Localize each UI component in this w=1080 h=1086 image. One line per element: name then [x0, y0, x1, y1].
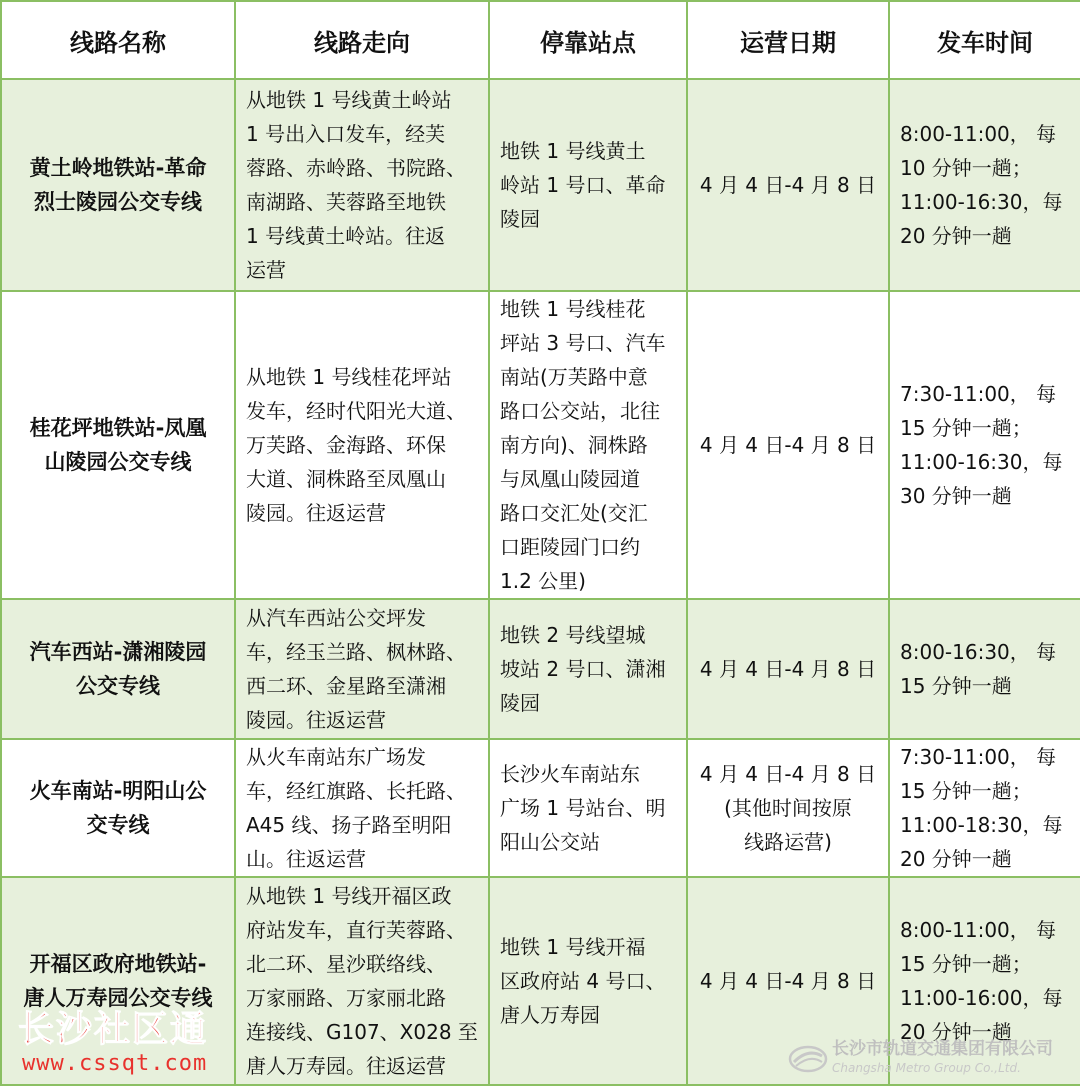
stops-cell [489, 739, 687, 877]
cell-line: 山陵园公交专线 [44, 450, 192, 474]
times-cell [889, 79, 1080, 291]
cell-line: 路口交汇处(交汇 [500, 501, 648, 525]
route-direction-cell [235, 79, 489, 291]
route-direction-cell [235, 599, 489, 739]
stops-cell [489, 79, 687, 291]
cell-line: 陵园。往返运营 [246, 501, 386, 525]
route-direction-cell [235, 877, 489, 1085]
cell-line: 线路运营) [744, 830, 832, 854]
watermark-company-en: Changsha Metro Group Co.,Ltd. [832, 1061, 1021, 1075]
cell-line: 北二环、星沙联络线、 [246, 952, 446, 976]
cell-line: 8:00-11:00， 每 [900, 122, 1057, 146]
cell-line: A45 线、扬子路至明阳 [246, 813, 452, 837]
watermark-metro [788, 1036, 1078, 1082]
table-row [1, 79, 1080, 291]
cell-line: 唐人万寿园 [500, 1003, 600, 1027]
cell-line: 汽车西站-潇湘陵园 [29, 640, 207, 664]
route-name-cell [1, 599, 235, 739]
cell-line: 车，经红旗路、长托路、 [246, 779, 466, 803]
cell-line: 区政府站 4 号口、 [500, 969, 666, 993]
cell-line: 4 月 4 日-4 月 8 日 [699, 173, 877, 197]
cell-line: 1.2 公里) [500, 569, 586, 593]
cell-line: 烈士陵园公交专线 [34, 190, 202, 214]
cell-line: 唐人万寿园。往返运营 [246, 1054, 446, 1078]
dates-cell [687, 79, 889, 291]
cell-line: 地铁 2 号线望城 [500, 623, 646, 647]
watermark-brand: 长沙社区通 [18, 1009, 209, 1050]
route-name-cell [1, 291, 235, 599]
cell-line: 岭站 1 号口、革命 [500, 173, 666, 197]
times-cell [889, 739, 1080, 877]
table-row [1, 739, 1080, 877]
watermark-url: www.cssqt.com [22, 1051, 208, 1076]
cell-line: (其他时间按原 [724, 796, 852, 820]
cell-line: 蓉路、赤岭路、书院路、 [246, 156, 466, 180]
cell-line: 府站发车，直行芙蓉路、 [246, 918, 466, 942]
cell-line: 20 分钟一趟 [900, 224, 1012, 248]
cell-line: 山。往返运营 [246, 847, 366, 871]
cell-line: 15 分钟一趟 [900, 674, 1012, 698]
cell-line: 南方向)、洞株路 [500, 433, 648, 457]
stops-cell [489, 599, 687, 739]
cell-line: 开福区政府地铁站- [29, 952, 207, 976]
cell-line: 4 月 4 日-4 月 8 日 [699, 433, 877, 457]
cell-line: 坡站 2 号口、潇湘 [500, 657, 666, 681]
cell-line: 从火车南站东广场发 [246, 745, 426, 769]
cell-line: 车，经玉兰路、枫林路、 [246, 640, 466, 664]
cell-line: 南站(万芙路中意 [500, 365, 648, 389]
cell-line: 11:00-16:30，每 [900, 450, 1063, 474]
cell-line: 口距陵园门口约 [500, 535, 640, 559]
stops-cell [489, 291, 687, 599]
cell-line: 发车，经时代阳光大道、 [246, 399, 466, 423]
cell-line: 阳山公交站 [500, 830, 600, 854]
cell-line: 4 月 4 日-4 月 8 日 [699, 657, 877, 681]
cell-line: 15 分钟一趟； [900, 416, 1032, 440]
cell-line: 陵园 [500, 207, 540, 231]
cell-line: 万家丽路、万家丽北路 [246, 986, 446, 1010]
cell-line: 11:00-16:30，每 [900, 190, 1063, 214]
cell-line: 7:30-11:00， 每 [900, 382, 1057, 406]
cell-line: 连接线、G107、X028 至 [246, 1020, 478, 1044]
cell-line: 11:00-16:00，每 [900, 986, 1063, 1010]
cell-line: 10 分钟一趟； [900, 156, 1032, 180]
cell-line: 陵园 [500, 691, 540, 715]
cell-line: 唐人万寿园公交专线 [23, 986, 213, 1010]
stops-cell [489, 877, 687, 1085]
cell-line: 地铁 1 号线开福 [500, 935, 646, 959]
table-row [1, 599, 1080, 739]
cell-line: 与凤凰山陵园道 [500, 467, 640, 491]
cell-line: 公交专线 [76, 674, 160, 698]
cell-line: 黄土岭地铁站-革命 [29, 156, 207, 180]
cell-line: 交专线 [86, 813, 150, 837]
table-row [1, 291, 1080, 599]
cell-line: 4 月 4 日-4 月 8 日 [699, 762, 877, 786]
cell-line: 西二环、金星路至潇湘 [246, 674, 446, 698]
cell-line: 8:00-11:00， 每 [900, 918, 1057, 942]
cell-line: 4 月 4 日-4 月 8 日 [699, 969, 877, 993]
cell-line: 11:00-18:30，每 [900, 813, 1063, 837]
cell-line: 南湖路、芙蓉路至地铁 [246, 190, 446, 214]
route-direction-cell [235, 739, 489, 877]
cell-line: 20 分钟一趟 [900, 847, 1012, 871]
cell-line: 坪站 3 号口、汽车 [500, 331, 666, 355]
cell-line: 1 号线黄土岭站。往返 [246, 224, 446, 248]
cell-line: 陵园。往返运营 [246, 708, 386, 732]
times-cell [889, 599, 1080, 739]
cell-line: 长沙火车南站东 [500, 762, 640, 786]
cell-line: 8:00-16:30， 每 [900, 640, 1057, 664]
cell-line: 7:30-11:00， 每 [900, 745, 1057, 769]
cell-line: 30 分钟一趟 [900, 484, 1012, 508]
times-cell [889, 291, 1080, 599]
cell-line: 运营 [246, 258, 286, 282]
cell-line: 大道、洞株路至凤凰山 [246, 467, 446, 491]
dates-cell [687, 739, 889, 877]
header-operating-dates: 运营日期 [687, 1, 889, 79]
cell-line: 从地铁 1 号线桂花坪站 [246, 365, 452, 389]
cell-line: 1 号出入口发车，经芙 [246, 122, 446, 146]
watermark-community [8, 1008, 238, 1082]
cell-line: 路口公交站，北往 [500, 399, 660, 423]
header-route-direction: 线路走向 [235, 1, 489, 79]
route-direction-cell [235, 291, 489, 599]
dates-cell [687, 291, 889, 599]
cell-line: 地铁 1 号线黄土 [500, 139, 646, 163]
cell-line: 从地铁 1 号线开福区政 [246, 884, 452, 908]
cell-line: 15 分钟一趟； [900, 779, 1032, 803]
cell-line: 地铁 1 号线桂花 [500, 297, 646, 321]
cell-line: 15 分钟一趟； [900, 952, 1032, 976]
table-header-row [1, 1, 1080, 79]
metro-logo-icon [788, 1042, 828, 1076]
header-departure-times: 发车时间 [889, 1, 1080, 79]
cell-line: 从汽车西站公交坪发 [246, 606, 426, 630]
header-stops: 停靠站点 [489, 1, 687, 79]
watermark-company-cn: 长沙市轨道交通集团有限公司 [832, 1039, 1053, 1059]
route-name-cell [1, 79, 235, 291]
dates-cell [687, 599, 889, 739]
cell-line: 万芙路、金海路、环保 [246, 433, 446, 457]
cell-line: 桂花坪地铁站-凤凰 [29, 416, 207, 440]
cell-line: 20 分钟一趟 [900, 1020, 1012, 1044]
cell-line: 火车南站-明阳山公 [29, 779, 207, 803]
cell-line: 从地铁 1 号线黄土岭站 [246, 88, 452, 112]
route-name-cell [1, 739, 235, 877]
cell-line: 广场 1 号站台、明 [500, 796, 666, 820]
header-route-name: 线路名称 [1, 1, 235, 79]
